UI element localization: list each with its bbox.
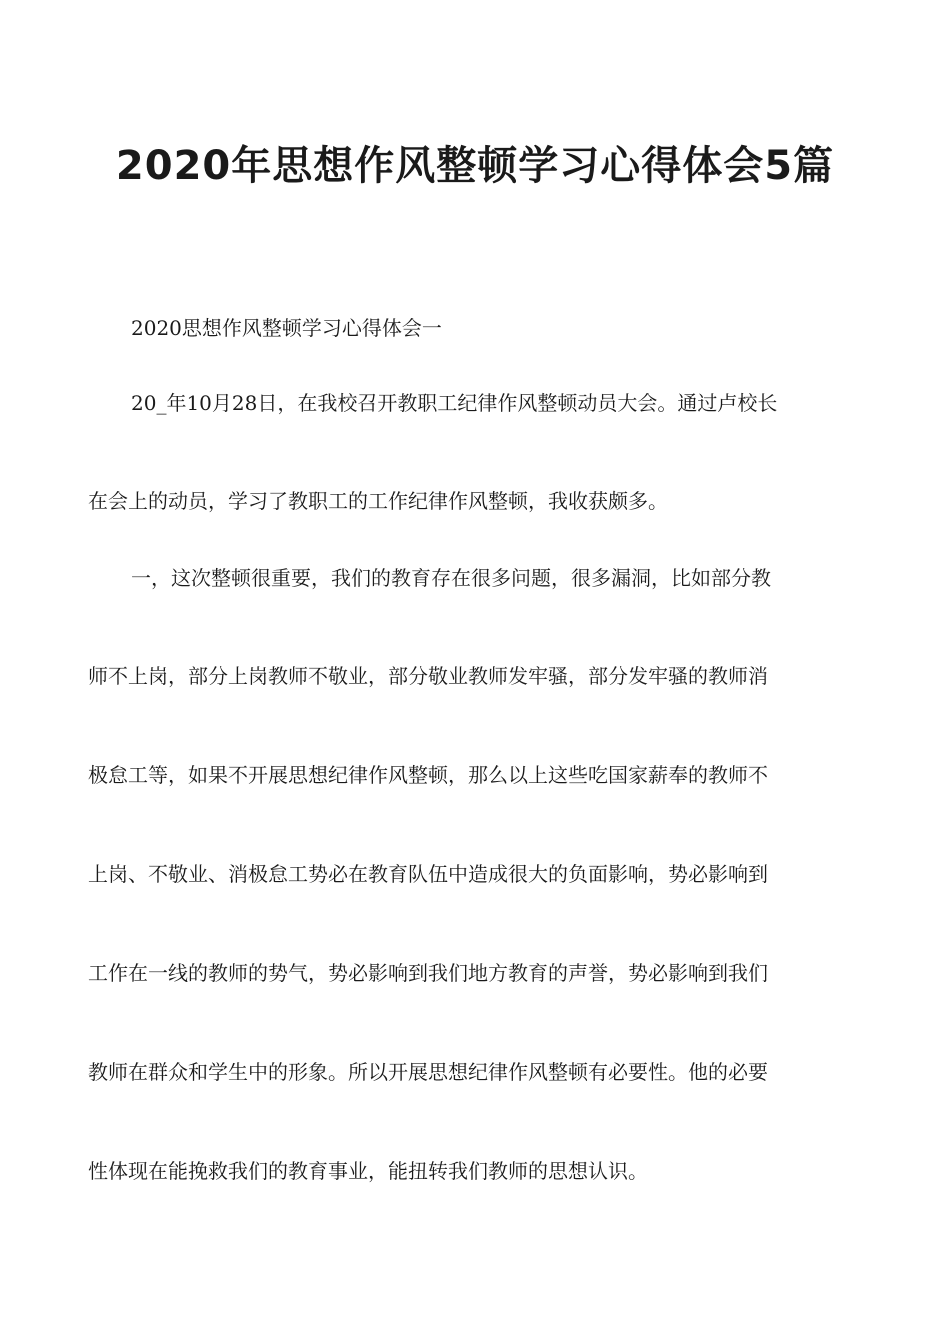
paragraph-2-line-4: 上岗、不敬业、消极怠工势必在教育队伍中造成很大的负面影响，势必影响到 [88, 862, 768, 886]
section-heading: 2020思想作风整顿学习心得体会一 [131, 316, 442, 340]
paragraph-1-line-2: 在会上的动员，学习了教职工的工作纪律作风整顿，我收获颇多。 [88, 489, 668, 513]
paragraph-2-line-5: 工作在一线的教师的势气，势必影响到我们地方教育的声誉，势必影响到我们 [88, 961, 768, 985]
paragraph-1-line-1: 20_年10月28日，在我校召开教职工纪律作风整顿动员大会。通过卢校长 [131, 391, 778, 415]
paragraph-2-line-3: 极怠工等，如果不开展思想纪律作风整顿，那么以上这些吃国家薪奉的教师不 [88, 763, 768, 787]
document-title: 2020年思想作风整顿学习心得体会5篇 [115, 143, 835, 189]
paragraph-2-line-2: 师不上岗，部分上岗教师不敬业，部分敬业教师发牢骚，部分发牢骚的教师消 [88, 664, 768, 688]
paragraph-2-line-7: 性体现在能挽救我们的教育事业，能扭转我们教师的思想认识。 [88, 1159, 648, 1183]
paragraph-2-line-1: 一，这次整顿很重要，我们的教育存在很多问题，很多漏洞，比如部分教 [131, 566, 771, 590]
paragraph-2-line-6: 教师在群众和学生中的形象。所以开展思想纪律作风整顿有必要性。他的必要 [88, 1060, 768, 1084]
